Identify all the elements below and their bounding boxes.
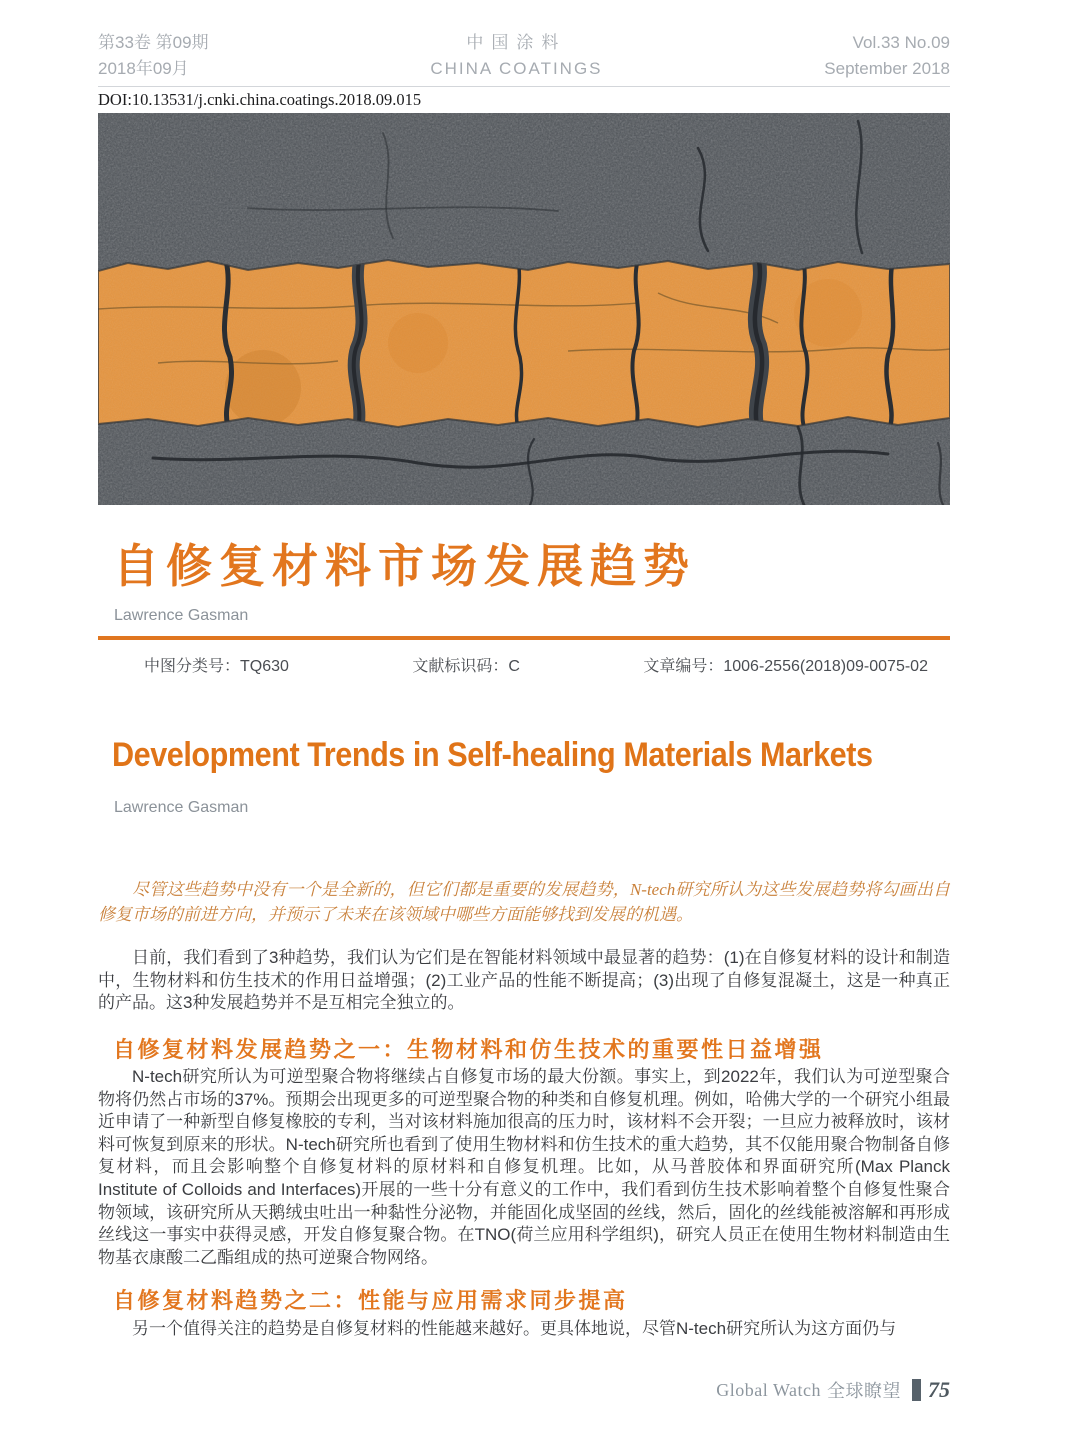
section-heading-2: 自修复材料趋势之二：性能与应用需求同步提高 <box>113 1288 628 1313</box>
volume-issue-en: Vol.33 No.09 <box>852 33 950 52</box>
accent-rule <box>98 636 950 640</box>
journal-name-cn: 中国涂料 <box>466 33 567 52</box>
clc-number: 中图分类号：TQ630 <box>144 658 289 675</box>
page-footer <box>716 1377 950 1403</box>
journal-running-head <box>98 30 950 82</box>
footer-page-bar <box>912 1379 921 1401</box>
author-name-en: Lawrence Gasman <box>114 799 249 816</box>
article-title-cn: 自修复材料市场发展趋势 <box>113 540 696 592</box>
article-title-en: Development Trends in Self-healing Materials Markets <box>112 736 873 774</box>
article-meta-row <box>98 653 950 676</box>
section-body-2: 另一个值得关注的趋势是自修复材料的性能越来越好。更具体地说，尽管N-tech研究所认为这方面仍与 <box>132 1319 897 1338</box>
issue-date-en: September 2018 <box>824 59 950 78</box>
issue-date-cn: 2018年09月 <box>98 59 189 78</box>
footer-section-cn: 全球瞭望 <box>827 1381 901 1401</box>
volume-issue-cn: 第33卷 第09期 <box>98 33 209 52</box>
section-body-1: N-tech研究所认为可逆型聚合物将继续占自修复市场的最大份额。事实上，到2022年，我们认为可逆型聚合物将仍然占市场的37%。预期会出现更多的可逆型聚合物的种类和自修复机理。例如，哈佛大学的一个研究小组最近申请了一种新型自修复橡胶的专利，当对该材料施加很高的压力时，该材料不会开裂；一旦应力被释放时，该材料可恢复到原来的形状。N-tech研究所也看到了使用生物材料和仿生技术的重大趋势，其不仅能用聚合物制备自修复材料，而且会影响整个自修复材料的原材料和自修复机理。比如，从马普胶体和界面研究所(Max Planck Institute of Colloids and Interfaces)开展的一些十分有意义的工作中，我们看到仿生技术影响着整个自修复性聚合物领域，该研究所从天鹅绒虫吐出一种黏性分泌物，并能固化成坚固的丝线，然后，固化的丝线能被溶解和再形成丝线这一事实中获得灵感，开发自修复聚合物。在TNO(荷兰应用科学组织)，研究人员正在使用生物材料制造由生物基衣康酸二乙酯组成的热可逆聚合物网络。 <box>98 1067 950 1267</box>
header-divider <box>98 86 950 87</box>
running-head-left <box>98 30 209 82</box>
page-number: 75 <box>928 1377 950 1402</box>
journal-name-en: CHINA COATINGS <box>430 59 603 78</box>
article-hero-image <box>98 113 950 505</box>
section-heading-1: 自修复材料发展趋势之一：生物材料和仿生技术的重要性日益增强 <box>113 1037 824 1062</box>
asphalt-photo-graphic <box>98 113 950 505</box>
running-head-center <box>430 30 602 82</box>
running-head-right <box>824 30 950 82</box>
author-name: Lawrence Gasman <box>114 607 249 624</box>
abstract-paragraph: 尽管这些趋势中没有一个是全新的，但它们都是重要的发展趋势，N-tech研究所认为这些发展趋势将勾画出自修复市场的前进方向，并预示了未来在该领域中哪些方面能够找到发展的机遇。 <box>98 880 950 924</box>
document-code: 文献标识码：C <box>412 658 520 675</box>
article-id: 文章编号：1006-2556(2018)09-0075-02 <box>643 658 928 675</box>
intro-paragraph: 日前，我们看到了3种趋势，我们认为它们是在智能材料领域中最显著的趋势：(1)在自修复材料的设计和制造中，生物材料和仿生技术的作用日益增强；(2)工业产品的性能不断提高；(3)出现了自修复混凝土，这是一种真正的产品。这3种发展趋势并不是互相完全独立的。 <box>98 948 950 1013</box>
footer-section-en: Global Watch <box>716 1379 821 1400</box>
doi-line: DOI:10.13531/j.cnki.china.coatings.2018.09.015 <box>98 90 422 109</box>
